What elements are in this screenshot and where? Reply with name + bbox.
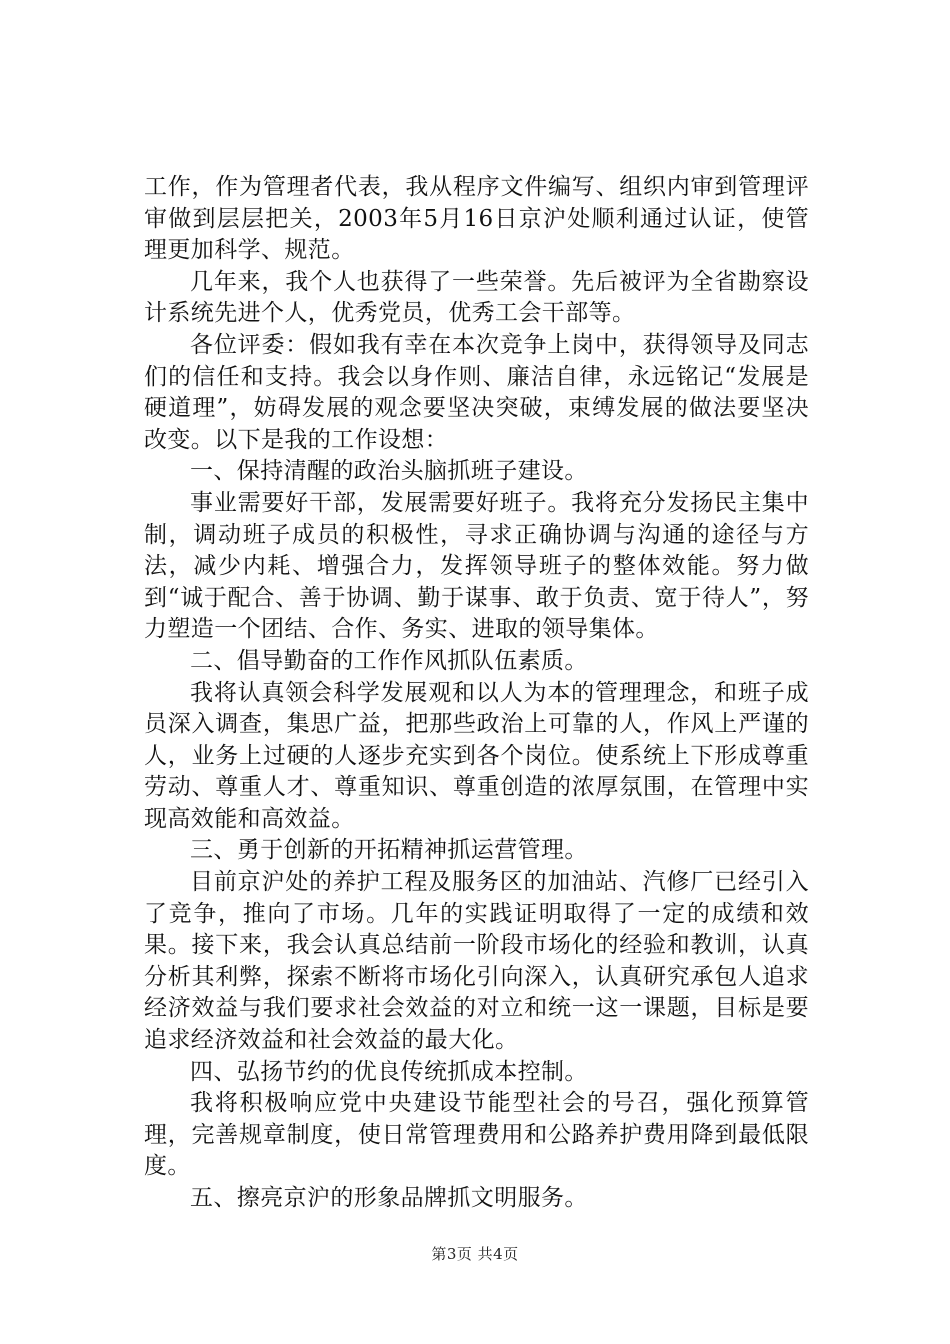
paragraph-item-3: 目前京沪处的养护工程及服务区的加油站、汽修厂已经引入了竞争，推向了市场。几年的实践证明取得了一定的成绩和效果。接下来，我会认真总结前一阶段市场化的经验和教训，认真分析其利弊，探索不断将市场化引向深入，认真研究承包人追求经济效益与我们要求社会效益的对立和统一这一课题，目标是要追求经济效益和社会效益的最大化。 — [144, 869, 809, 1054]
heading-item-1: 一、保持清醒的政治头脑抓班子建设。 — [190, 458, 588, 485]
paragraph-address-judges: 各位评委：假如我有幸在本次竞争上岗中，获得领导及同志们的信任和支持。我会以身作则、廉洁自律，永远铭记“发展是硬道理”，妨碍发展的观念要坚决突破，束缚发展的做法要坚决改变。以下是我的工作设想： — [144, 331, 809, 453]
paragraph-item-2: 我将认真领会科学发展观和以人为本的管理理念，和班子成员深入调查，集思广益，把那些政治上可靠的人，作风上严谨的人，业务上过硬的人逐步充实到各个岗位。使系统上下形成尊重劳动、尊重人才、尊重知识、尊重创造的浓厚氛围，在管理中实现高效能和高效益。 — [144, 679, 809, 832]
document-body — [144, 172, 809, 1215]
page-footer: 第3页 共4页 — [431, 1245, 519, 1263]
paragraph-continuation: 工作，作为管理者代表，我从程序文件编写、组织内审到管理评审做到层层把关，2003年5月16日京沪处顺利通过认证，使管理更加科学、规范。 — [144, 174, 809, 264]
heading-item-2: 二、倡导勤奋的工作作风抓队伍素质。 — [190, 647, 588, 674]
paragraph-item-4: 我将积极响应党中央建设节能型社会的号召，强化预算管理，完善规章制度，使日常管理费用和公路养护费用降到最低限度。 — [144, 1090, 809, 1180]
paragraph-item-1: 事业需要好干部，发展需要好班子。我将充分发扬民主集中制，调动班子成员的积极性，寻求正确协调与沟通的途径与方法，减少内耗、增强合力，发挥领导班子的整体效能。努力做到“诚于配合、善于协调、勤于谋事、敢于负责、宽于待人”，努力塑造一个团结、合作、务实、进取的领导集体。 — [144, 489, 809, 643]
heading-item-4: 四、弘扬节约的优良传统抓成本控制。 — [190, 1058, 588, 1085]
heading-item-3: 三、勇于创新的开拓精神抓运营管理。 — [190, 837, 588, 864]
heading-item-5: 五、擦亮京沪的形象品牌抓文明服务。 — [190, 1185, 588, 1211]
paragraph-honors: 几年来，我个人也获得了一些荣誉。先后被评为全省勘察设计系统先进个人，优秀党员，优秀工会干部等。 — [144, 268, 809, 327]
